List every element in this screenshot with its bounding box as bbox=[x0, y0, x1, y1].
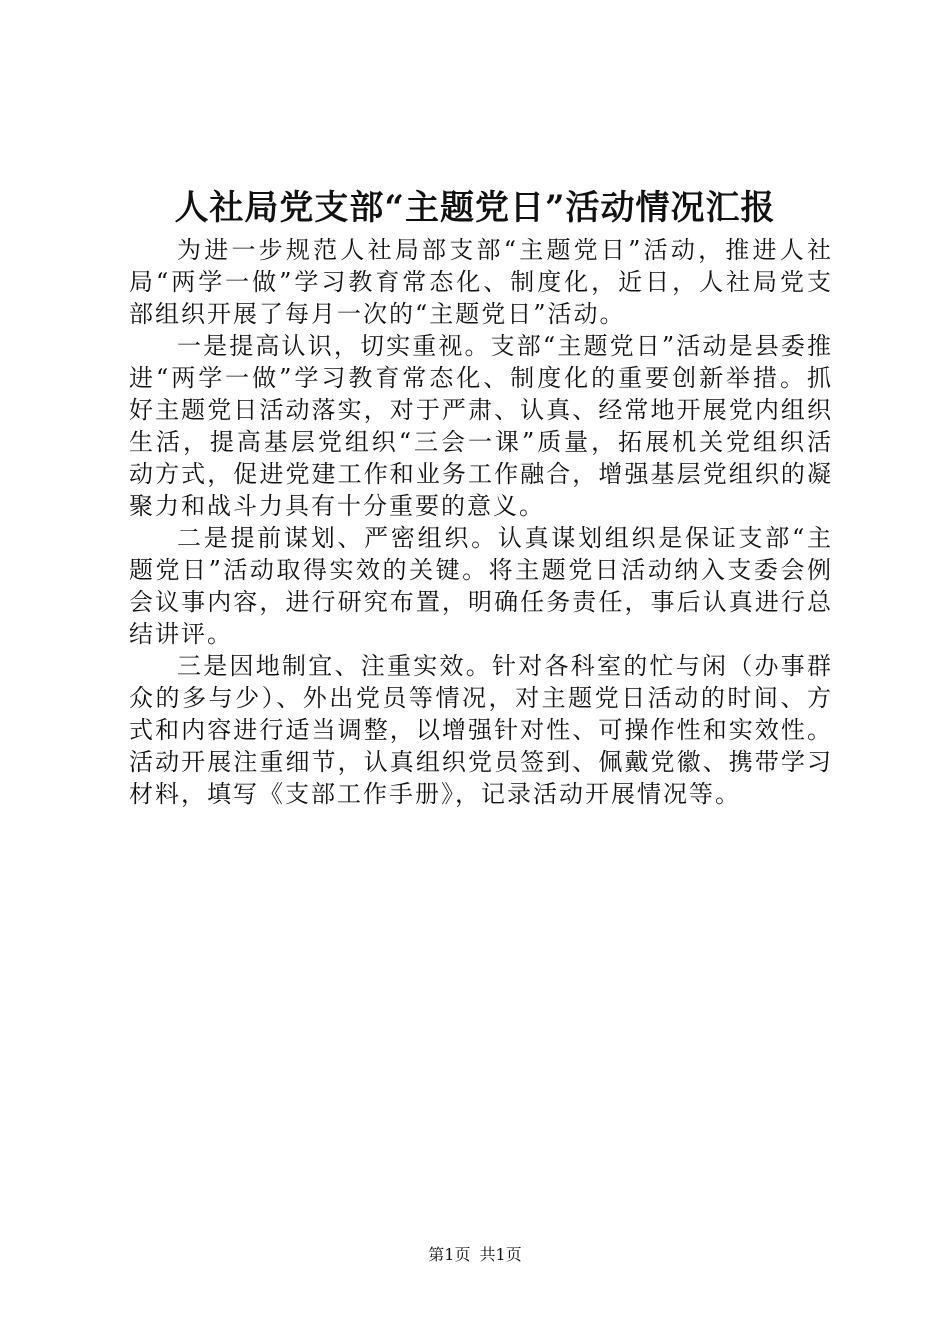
paragraph-point-1: 一是提高认识，切实重视。支部“主题党日”活动是县委推进“两学一做”学习教育常态化、制度化的重要创新举措。抓好主题党日活动落实，对于严肃、认真、经常地开展党内组织生活，提高基层党组织“三会一课”质量，拓展机关党组织活动方式，促进党建工作和业务工作融合，增强基层党组织的凝聚力和战斗力具有十分重要的意义。 bbox=[129, 332, 833, 520]
page-total: 共1页 bbox=[479, 1245, 522, 1264]
page-footer bbox=[0, 1244, 950, 1266]
document-title: 人社局党支部“主题党日”活动情况汇报 bbox=[174, 188, 776, 228]
paragraph-point-3: 三是因地制宜、注重实效。针对各科室的忙与闲（办事群众的多与少）、外出党员等情况，对主题党日活动的时间、方式和内容进行适当调整，以增强针对性、可操作性和实效性。活动开展注重细节，认真组织党员签到、佩戴党徽、携带学习材料，填写《支部工作手册》，记录活动开展情况等。 bbox=[129, 652, 833, 808]
page-number: 第1页 bbox=[428, 1245, 471, 1264]
paragraph-point-2: 二是提前谋划、严密组织。认真谋划组织是保证支部“主题党日”活动取得实效的关键。将主题党日活动纳入支委会例会议事内容，进行研究布置，明确任务责任，事后认真进行总结讲评。 bbox=[129, 524, 833, 648]
paragraph-intro: 为进一步规范人社局部支部“主题党日”活动，推进人社局“两学一做”学习教育常态化、制度化，近日，人社局党支部组织开展了每月一次的“主题党日”活动。 bbox=[129, 236, 833, 328]
document-body bbox=[129, 234, 833, 810]
